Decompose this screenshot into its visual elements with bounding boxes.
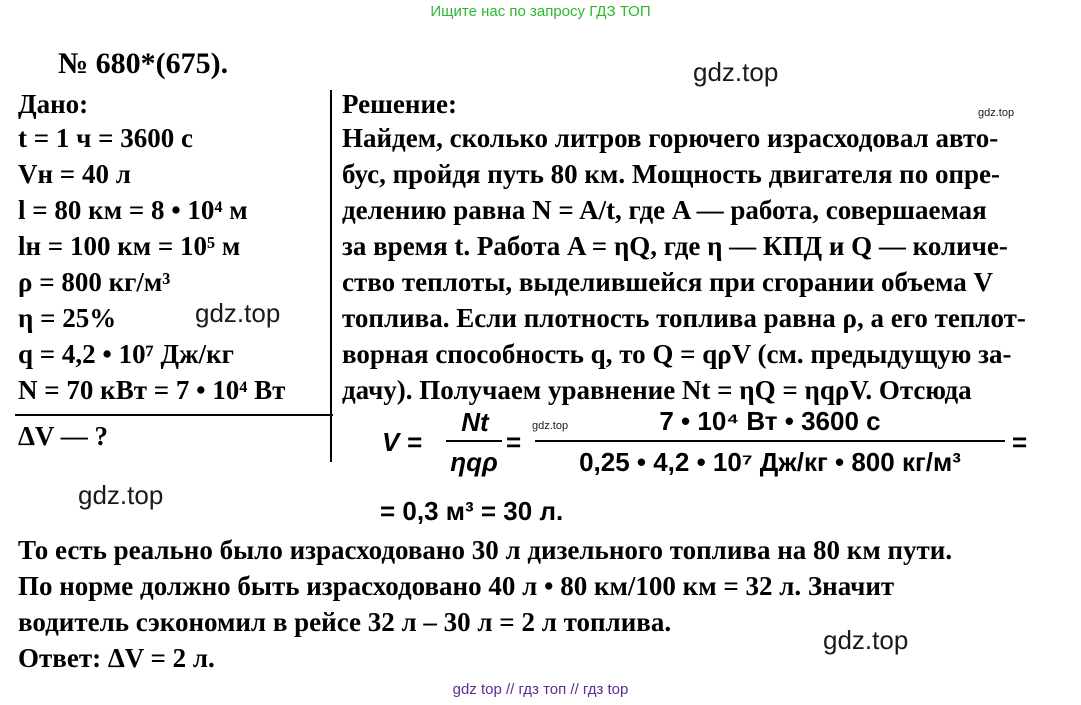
solution-line: топлива. Если плотность топлива равна ρ, а его теплот-: [342, 303, 1026, 333]
given-heading: Дано:: [18, 89, 89, 119]
fraction-bar: [535, 440, 1005, 442]
conclusion-line: По норме должно быть израсходовано 40 л • 80 км/100 км = 32 л. Значит: [18, 571, 895, 601]
fraction-numerator: Nt: [461, 407, 489, 437]
given-line: N = 70 кВт = 7 • 10⁴ Вт: [18, 375, 286, 405]
solution-line: бус, пройдя путь 80 км. Мощность двигателя по опре-: [342, 159, 1001, 189]
answer: Ответ: ΔV = 2 л.: [18, 643, 215, 673]
given-line: t = 1 ч = 3600 с: [18, 123, 193, 153]
given-line: ρ = 800 кг/м³: [18, 267, 171, 297]
solution-line: за время t. Работа A = ηQ, где η — КПД и Q — количе-: [342, 231, 1008, 261]
solution-line: ство теплоты, выделившейся при сгорании объема V: [342, 267, 993, 297]
conclusion-line: водитель сэкономил в рейсе 32 л – 30 л = 2 л топлива.: [18, 607, 672, 637]
formula-lhs: V =: [382, 427, 422, 457]
watermark: gdz.top: [78, 480, 164, 510]
formula-result: = 0,3 м³ = 30 л.: [380, 496, 564, 526]
fraction-numerator: 7 • 10⁴ Вт • 3600 с: [659, 406, 881, 436]
given-line: lн = 100 км = 10⁵ м: [18, 231, 241, 261]
given-line: η = 25%: [18, 303, 117, 333]
watermark: gdz.top: [823, 625, 909, 655]
conclusion-line: То есть реально было израсходовано 30 л дизельного топлива на 80 км пути.: [18, 535, 953, 565]
problem-number: № 680*(675).: [58, 47, 229, 80]
fraction-bar: [446, 440, 502, 442]
footer-links[interactable]: gdz top // гдз топ // гдз top: [452, 681, 629, 698]
find-quantity: ΔV — ?: [18, 421, 108, 451]
given-line: l = 80 км = 8 • 10⁴ м: [18, 195, 248, 225]
solution-heading: Решение:: [342, 89, 457, 119]
column-divider: [330, 90, 332, 462]
equals-sign: =: [1012, 427, 1028, 457]
fraction-denominator: ηqρ: [450, 447, 498, 477]
fraction-denominator: 0,25 • 4,2 • 10⁷ Дж/кг • 800 кг/м³: [579, 447, 961, 477]
given-find-divider: [15, 414, 333, 416]
solution-line: Найдем, сколько литров горючего израсходовал авто-: [342, 123, 999, 153]
equals-sign: =: [506, 427, 522, 457]
watermark: gdz.top: [978, 107, 1015, 119]
watermark: gdz.top: [532, 420, 569, 432]
solution-line: дачу). Получаем уравнение Nt = ηQ = ηqρV. Отсюда: [342, 375, 972, 405]
given-line: Vн = 40 л: [18, 159, 131, 189]
watermark: gdz.top: [693, 57, 779, 87]
search-hint-link[interactable]: Ищите нас по запросу ГДЗ ТОП: [430, 3, 651, 20]
solution-line: ворная способность q, то Q = qρV (см. предыдущую за-: [342, 339, 1012, 369]
given-line: q = 4,2 • 10⁷ Дж/кг: [18, 339, 234, 369]
watermark: gdz.top: [195, 298, 281, 328]
solution-line: делению равна N = A/t, где A — работа, совершаемая: [342, 195, 987, 225]
